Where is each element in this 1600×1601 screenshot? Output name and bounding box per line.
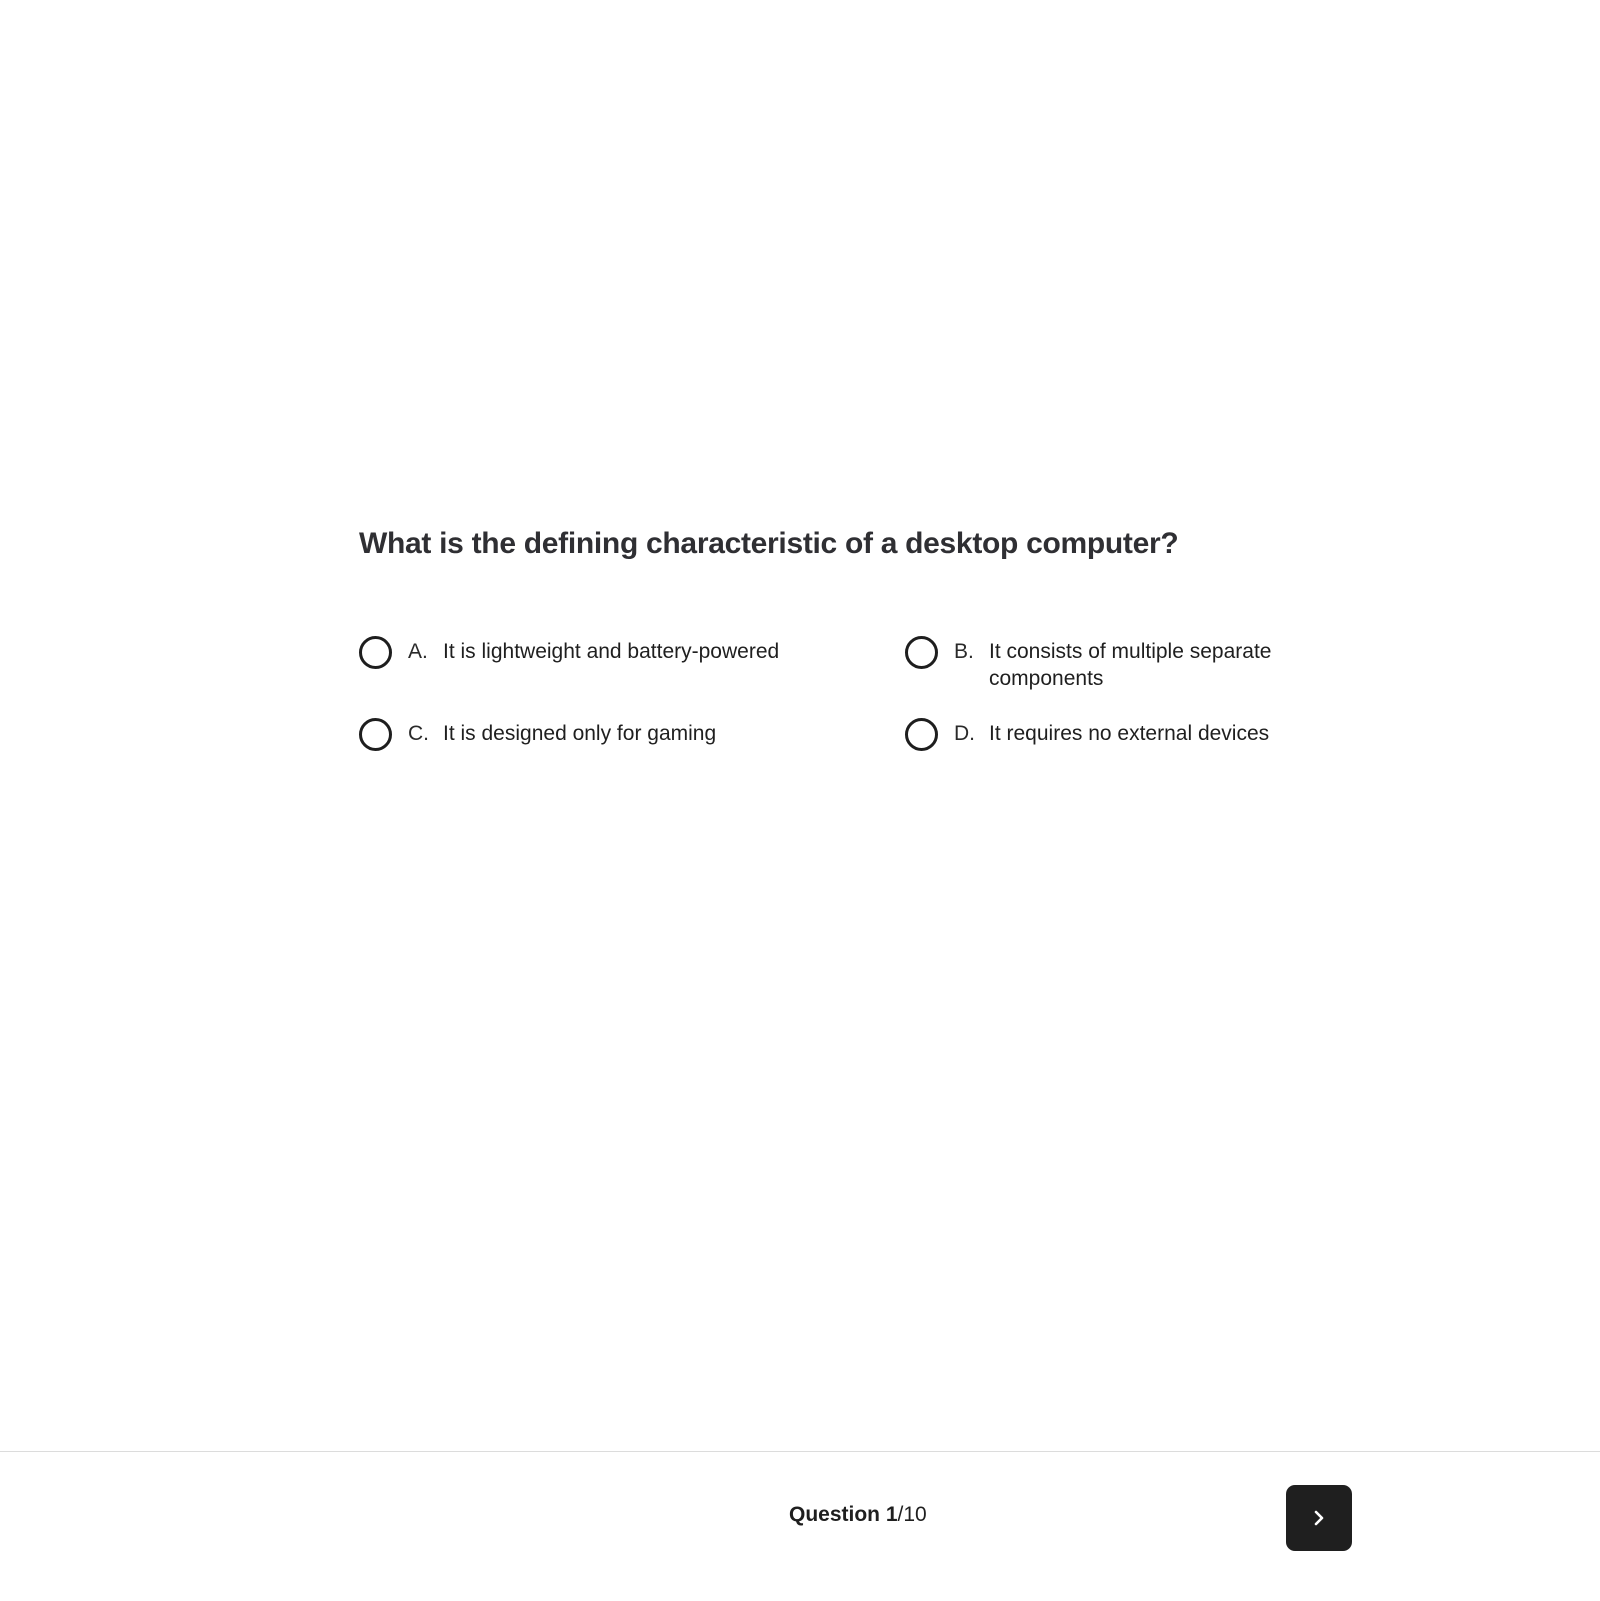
option-label: It requires no external devices (989, 722, 1270, 745)
option-letter: D. (954, 722, 975, 745)
option-a[interactable] (359, 638, 843, 669)
radio-circle-icon[interactable] (359, 636, 392, 669)
radio-circle-icon[interactable] (905, 718, 938, 751)
quiz-footer (0, 1451, 1600, 1601)
next-question-button[interactable] (1286, 1485, 1352, 1551)
radio-circle-icon[interactable] (359, 718, 392, 751)
radio-circle-icon[interactable] (905, 636, 938, 669)
option-letter: B. (954, 640, 974, 663)
option-label: It is designed only for gaming (443, 722, 717, 745)
chevron-right-icon (1312, 1510, 1326, 1526)
question-title: What is the defining characteristic of a desktop computer? (359, 527, 1179, 560)
counter-current: 1 (885, 1503, 898, 1526)
counter-total: /10 (897, 1503, 927, 1526)
option-label: It is lightweight and battery-powered (443, 640, 780, 663)
question-counter (789, 1500, 927, 1530)
counter-label: Question (789, 1503, 881, 1526)
quiz-card (359, 522, 1319, 766)
option-label: It consists of multiple separate components (989, 640, 1272, 690)
option-b[interactable] (905, 638, 1289, 692)
option-d[interactable] (905, 720, 1289, 751)
option-letter: C. (408, 722, 429, 745)
option-letter: A. (408, 640, 428, 663)
answer-options (359, 566, 1319, 766)
option-c[interactable] (359, 720, 843, 751)
